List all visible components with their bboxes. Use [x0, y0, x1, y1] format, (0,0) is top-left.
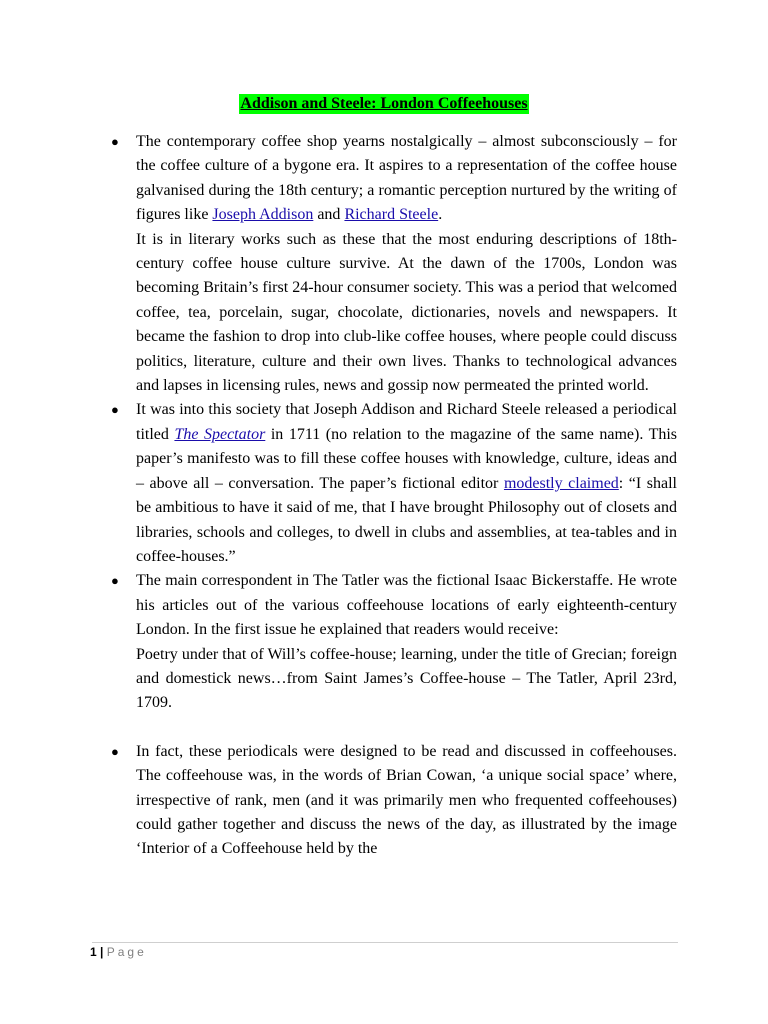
joseph-addison-link[interactable]: Joseph Addison — [212, 206, 314, 224]
paragraph: The main correspondent in The Tatler was the fictional Isaac Bickerstaffe. He wrote his articles out of the various coffeehouse locations of early eighteenth-century London. In the first issue he explained that readers would receive: — [136, 572, 677, 639]
modestly-claimed-link[interactable]: modestly claimed — [503, 474, 619, 492]
richard-steele-link[interactable]: Richard Steele — [344, 206, 439, 224]
footer-separator: | — [100, 945, 104, 959]
bullet-icon: ● — [111, 134, 119, 149]
page-label: Page — [106, 945, 147, 959]
paragraph — [136, 398, 677, 569]
page-title: Addison and Steele: London Coffeehouses — [240, 95, 528, 112]
text-run: The contemporary coffee shop yearns nostalgically – almost subconsciously – for the coffee culture of a bygone era. It aspires to a representation of the coffee house galvanised during the 18th century; a romantic perception nurtured by the writing of figures like — [136, 133, 677, 224]
paragraph: In fact, these periodicals were designed to be read and discussed in coffeehouses. The coffeehouse was, in the words of Brian Cowan, ‘a unique social space’ where, irrespective of rank, men (and it was primarily men who frequented coffeehouses) could gather together and discuss the news of the day, as illustrated by the image ‘Interior of a Coffeehouse held by the — [136, 742, 677, 858]
text-run: in 1711 (no relation to the magazine of the same name). This paper’s manifesto was to fill these coffee houses with knowledge, culture, ideas and – above all – conversation. The paper’s fictional editor — [136, 425, 678, 492]
list-item — [109, 130, 677, 398]
text-run: It was into this society that Joseph Addison and Richard Steele released a periodical titled — [136, 401, 677, 443]
text-run: . — [438, 206, 443, 224]
paragraph — [136, 130, 677, 228]
bullet-icon: ● — [111, 573, 119, 589]
title-container — [0, 94, 768, 114]
paragraph: It is in literary works such as these that the most enduring descriptions of 18th-century coffee house culture survive. At the dawn of the 1700s, London was becoming Britain’s first 24-hour consumer society. This was a period that welcomed coffee, tea, porcelain, sugar, chocolate, dictionaries, novels and newspapers. It became the fashion to drop into club-like coffee houses, where people could discuss politics, literature, culture and their own lives. Thanks to technological advances and lapses in licensing rules, news and gossip now permeated the printed world. — [136, 230, 677, 395]
text-run: and — [313, 206, 345, 224]
bullet-list — [109, 130, 677, 862]
the-spectator-link[interactable]: The Spectator — [174, 425, 266, 443]
bullet-icon: ● — [111, 402, 119, 418]
text-run: : “I shall be ambitious to have it said of me, that I have brought Philosophy out of closets and libraries, schools and colleges, to dwell in clubs and assemblies, at tea-tables and in coffee-houses.” — [136, 474, 677, 565]
footer-divider — [92, 942, 678, 943]
list-item — [109, 740, 677, 862]
list-item — [109, 569, 677, 715]
page-footer — [90, 944, 147, 960]
list-item — [109, 398, 677, 569]
quote-paragraph: Poetry under that of Will’s coffee-house; learning, under the title of Grecian; foreign and domestick news…from Saint James’s Coffee-house – The Tatler, April 23rd, 1709. — [136, 645, 677, 712]
bullet-icon: ● — [111, 743, 119, 759]
page-number: 1 — [90, 945, 97, 959]
